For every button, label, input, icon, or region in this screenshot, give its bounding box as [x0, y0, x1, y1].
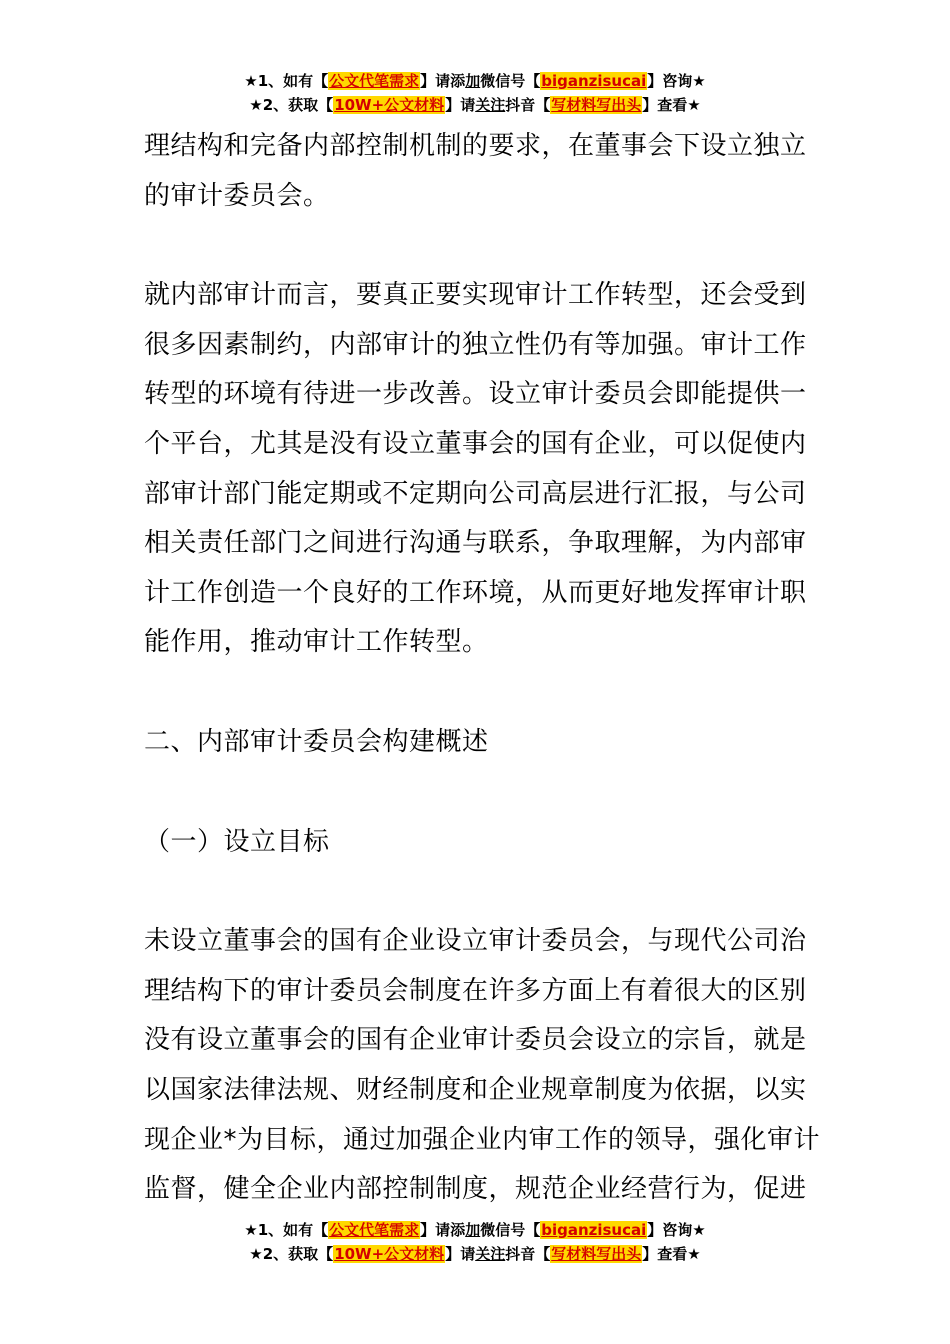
banner-text: 】请	[445, 1245, 476, 1263]
text-line: 监督，健全企业内部控制制度，规范企业经营行为，促进	[144, 1174, 807, 1205]
banner-text: 】咨询★	[647, 72, 706, 90]
text-line: 未设立董事会的国有企业设立审计委员会，与现代公司治	[144, 926, 807, 957]
banner-text: 】请	[445, 96, 476, 114]
banner-line-2	[0, 93, 950, 117]
text-line: 理结构下的审计委员会制度在许多方面上有着很大的区别	[144, 975, 807, 1006]
heading-text: 二、内部审计委员会构建概述	[144, 726, 489, 757]
text-line: 相关责任部门之间进行沟通与联系，争取理解，为内部审	[144, 528, 807, 559]
subsection-heading	[144, 818, 816, 868]
banner-text: 微信号【	[480, 1221, 541, 1239]
banner-text: 抖音【	[505, 1245, 551, 1263]
banner-highlight: 写材料写出头	[551, 96, 642, 114]
banner-line-2	[0, 1242, 950, 1266]
banner-line-1	[0, 69, 950, 93]
banner-highlight: biganzisucai	[541, 1221, 647, 1239]
text-line: 就内部审计而言，要真正要实现审计工作转型，还会受到	[144, 280, 807, 311]
banner-text: 微信号【	[480, 72, 541, 90]
banner-highlight: 公文代笔需求	[329, 72, 420, 90]
paragraph	[144, 917, 821, 1215]
banner-highlight: 写材料写出头	[551, 1245, 642, 1263]
banner-text: ★1、如有【	[244, 72, 329, 90]
banner-text: 】咨询★	[647, 1221, 706, 1239]
text-line: 现企业*为目标，通过加强企业内审工作的领导，强化审计	[144, 1124, 821, 1155]
header-banner	[0, 69, 950, 117]
paragraph	[144, 271, 816, 668]
text-line: 能作用，推动审计工作转型。	[144, 627, 489, 658]
banner-text: 】请添	[420, 72, 466, 90]
banner-line-1	[0, 1218, 950, 1242]
footer-banner	[0, 1218, 950, 1266]
banner-text: 】查看★	[642, 96, 701, 114]
banner-highlight: 公文代笔需求	[329, 1221, 420, 1239]
document-body	[144, 122, 821, 1215]
banner-text: 加	[465, 1221, 481, 1239]
text-line: 理结构和完备内部控制机制的要求，在董事会下设立独立	[144, 131, 807, 161]
text-line: 个平台，尤其是没有设立董事会的国有企业，可以促使内	[144, 428, 807, 459]
section-heading	[144, 718, 816, 768]
banner-text: 】查看★	[642, 1245, 701, 1263]
text-line: 部审计部门能定期或不定期向公司高层进行汇报，与公司	[144, 478, 807, 509]
paragraph	[144, 122, 816, 221]
text-line: 没有设立董事会的国有企业审计委员会设立的宗旨，就是	[144, 1025, 807, 1056]
banner-highlight: 10W+公文材料	[334, 1245, 445, 1263]
text-line: 计工作创造一个良好的工作环境，从而更好地发挥审计职	[144, 577, 807, 608]
banner-highlight: biganzisucai	[541, 72, 647, 90]
text-line: 转型的环境有待进一步改善。设立审计委员会即能提供一	[144, 379, 807, 410]
text-line: 以国家法律法规、财经制度和企业规章制度为依据，以实	[144, 1074, 807, 1105]
banner-text: 】请添	[420, 1221, 466, 1239]
banner-text: ★2、获取【	[249, 1245, 334, 1263]
banner-text: 加	[465, 72, 481, 90]
text-line: 的审计委员会。	[144, 180, 330, 211]
banner-highlight: 10W+公文材料	[334, 96, 445, 114]
banner-text: 抖音【	[505, 96, 551, 114]
heading-text: （一）设立目标	[144, 826, 330, 857]
banner-text: ★1、如有【	[244, 1221, 329, 1239]
banner-text: ★2、获取【	[249, 96, 334, 114]
banner-text: 关注	[475, 96, 506, 114]
text-line: 很多因素制约，内部审计的独立性仍有等加强。审计工作	[144, 329, 807, 360]
banner-text: 关注	[475, 1245, 506, 1263]
